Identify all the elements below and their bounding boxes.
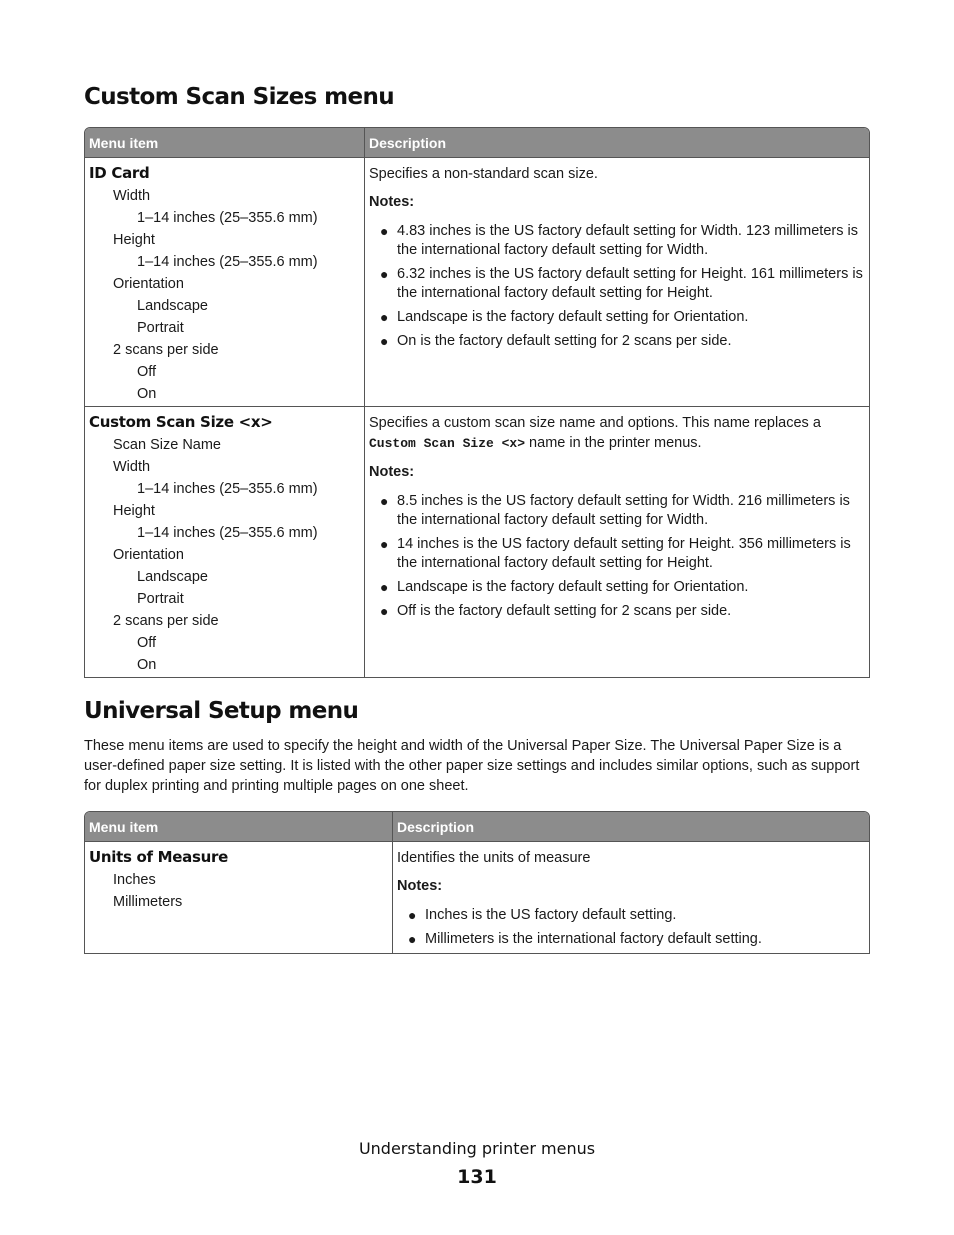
note-text: 14 inches is the US factory default setting for Height. 356 millimeters is the international factory default setting for Height. [397,536,851,571]
notes-list [369,492,865,621]
universal-setup-table [84,811,870,954]
code-text: Custom Scan Size <x> [369,436,526,451]
list-item [369,265,865,303]
notes-list [369,222,865,351]
note-text: 6.32 inches is the US factory default setting for Height. 161 millimeters is the international factory default setting for Height. [397,266,863,301]
menu-item-title: ID Card [89,164,150,182]
note-text: 4.83 inches is the US factory default setting for Width. 123 millimeters is the international factory default setting for Width. [397,223,858,258]
menu-item-title: Units of Measure [89,848,228,866]
bullet-icon: ● [380,579,389,595]
notes-label: Notes: [397,878,443,894]
note-text: Off is the factory default setting for 2 scans per side. [397,603,732,619]
menu-option: Landscape [137,569,208,585]
menu-option: Portrait [137,591,184,607]
bullet-icon: ● [380,223,389,239]
note-text: 8.5 inches is the US factory default setting for Width. 216 millimeters is the international factory default setting for Width. [397,493,850,528]
note-text: Inches is the US factory default setting. [425,907,677,923]
page-number: 131 [457,1166,497,1188]
menu-item-cell [85,407,364,677]
list-item [397,930,865,949]
menu-item-cell [85,842,392,953]
bullet-icon: ● [408,907,417,923]
table-row-units-of-measure [85,841,869,953]
universal-setup-intro: These menu items are used to specify the height and width of the Universal Paper Size. The Universal Paper Size is a user-defined paper size setting. It is listed with the other paper size settings and includes similar options, such as support for duplex printing and printing multiple pages on one sheet. [84,738,860,794]
note-text: On is the factory default setting for 2 scans per side. [397,333,732,349]
bullet-icon: ● [380,309,389,325]
description-column-header: Description [364,128,869,157]
menu-option: 1–14 inches (25–355.6 mm) [137,210,318,226]
note-text: Millimeters is the international factory default setting. [425,931,762,947]
menu-option: Inches [113,872,156,888]
description-cell [364,407,869,677]
description-cell [392,842,869,953]
custom-scan-sizes-table [84,127,870,678]
description-text: Specifies a non-standard scan size. [369,166,598,182]
menu-option: Height [113,503,155,519]
list-item [369,492,865,530]
menu-option: Millimeters [113,894,183,910]
bullet-icon: ● [380,266,389,282]
menu-option: Orientation [113,276,184,292]
list-item [369,602,865,621]
table-header [85,812,869,841]
menu-option: Orientation [113,547,184,563]
bullet-icon: ● [380,493,389,509]
menu-option: Width [113,459,151,475]
list-item [369,308,865,327]
menu-item-cell [85,158,364,406]
description-cell [364,158,869,406]
table-row-custom-scan-size [85,406,869,677]
menu-option: Landscape [137,298,208,314]
universal-setup-heading: Universal Setup menu [84,698,359,724]
note-text: Landscape is the factory default setting for Orientation. [397,309,749,325]
menu-option: Width [113,188,151,204]
list-item [397,906,865,925]
note-text: Landscape is the factory default setting for Orientation. [397,579,749,595]
menu-option: 1–14 inches (25–355.6 mm) [137,481,318,497]
menu-option: 2 scans per side [113,342,219,358]
notes-label: Notes: [369,464,415,480]
notes-label: Notes: [369,194,415,210]
bullet-icon: ● [380,536,389,552]
menu-option: Off [137,364,157,380]
bullet-icon: ● [380,333,389,349]
description-part: name in the printer menus. [525,435,702,451]
menu-option: Portrait [137,320,184,336]
menu-option: Scan Size Name [113,437,221,453]
menu-item-column-header: Menu item [89,135,159,151]
list-item [369,578,865,597]
table-header [85,128,869,157]
menu-item-title: Custom Scan Size <x> [89,413,273,431]
table-row-id-card [85,157,869,406]
list-item [369,535,865,573]
list-item [369,332,865,351]
menu-option: On [137,657,157,673]
menu-item-column-header: Menu item [89,819,159,835]
bullet-icon: ● [408,931,417,947]
description-column-header: Description [392,812,869,841]
menu-option: Off [137,635,157,651]
description-text: Identifies the units of measure [397,850,591,866]
menu-option: Height [113,232,155,248]
menu-option: 1–14 inches (25–355.6 mm) [137,254,318,270]
description-text [369,413,865,454]
footer-section-title: Understanding printer menus [358,1139,596,1158]
description-part: Specifies a custom scan size name and options. This name replaces a [369,415,821,431]
notes-list [397,906,865,949]
bullet-icon: ● [380,603,389,619]
menu-option: 2 scans per side [113,613,219,629]
list-item [369,222,865,260]
menu-option: On [137,386,157,402]
menu-option: 1–14 inches (25–355.6 mm) [137,525,318,541]
custom-scan-sizes-heading: Custom Scan Sizes menu [84,84,395,110]
